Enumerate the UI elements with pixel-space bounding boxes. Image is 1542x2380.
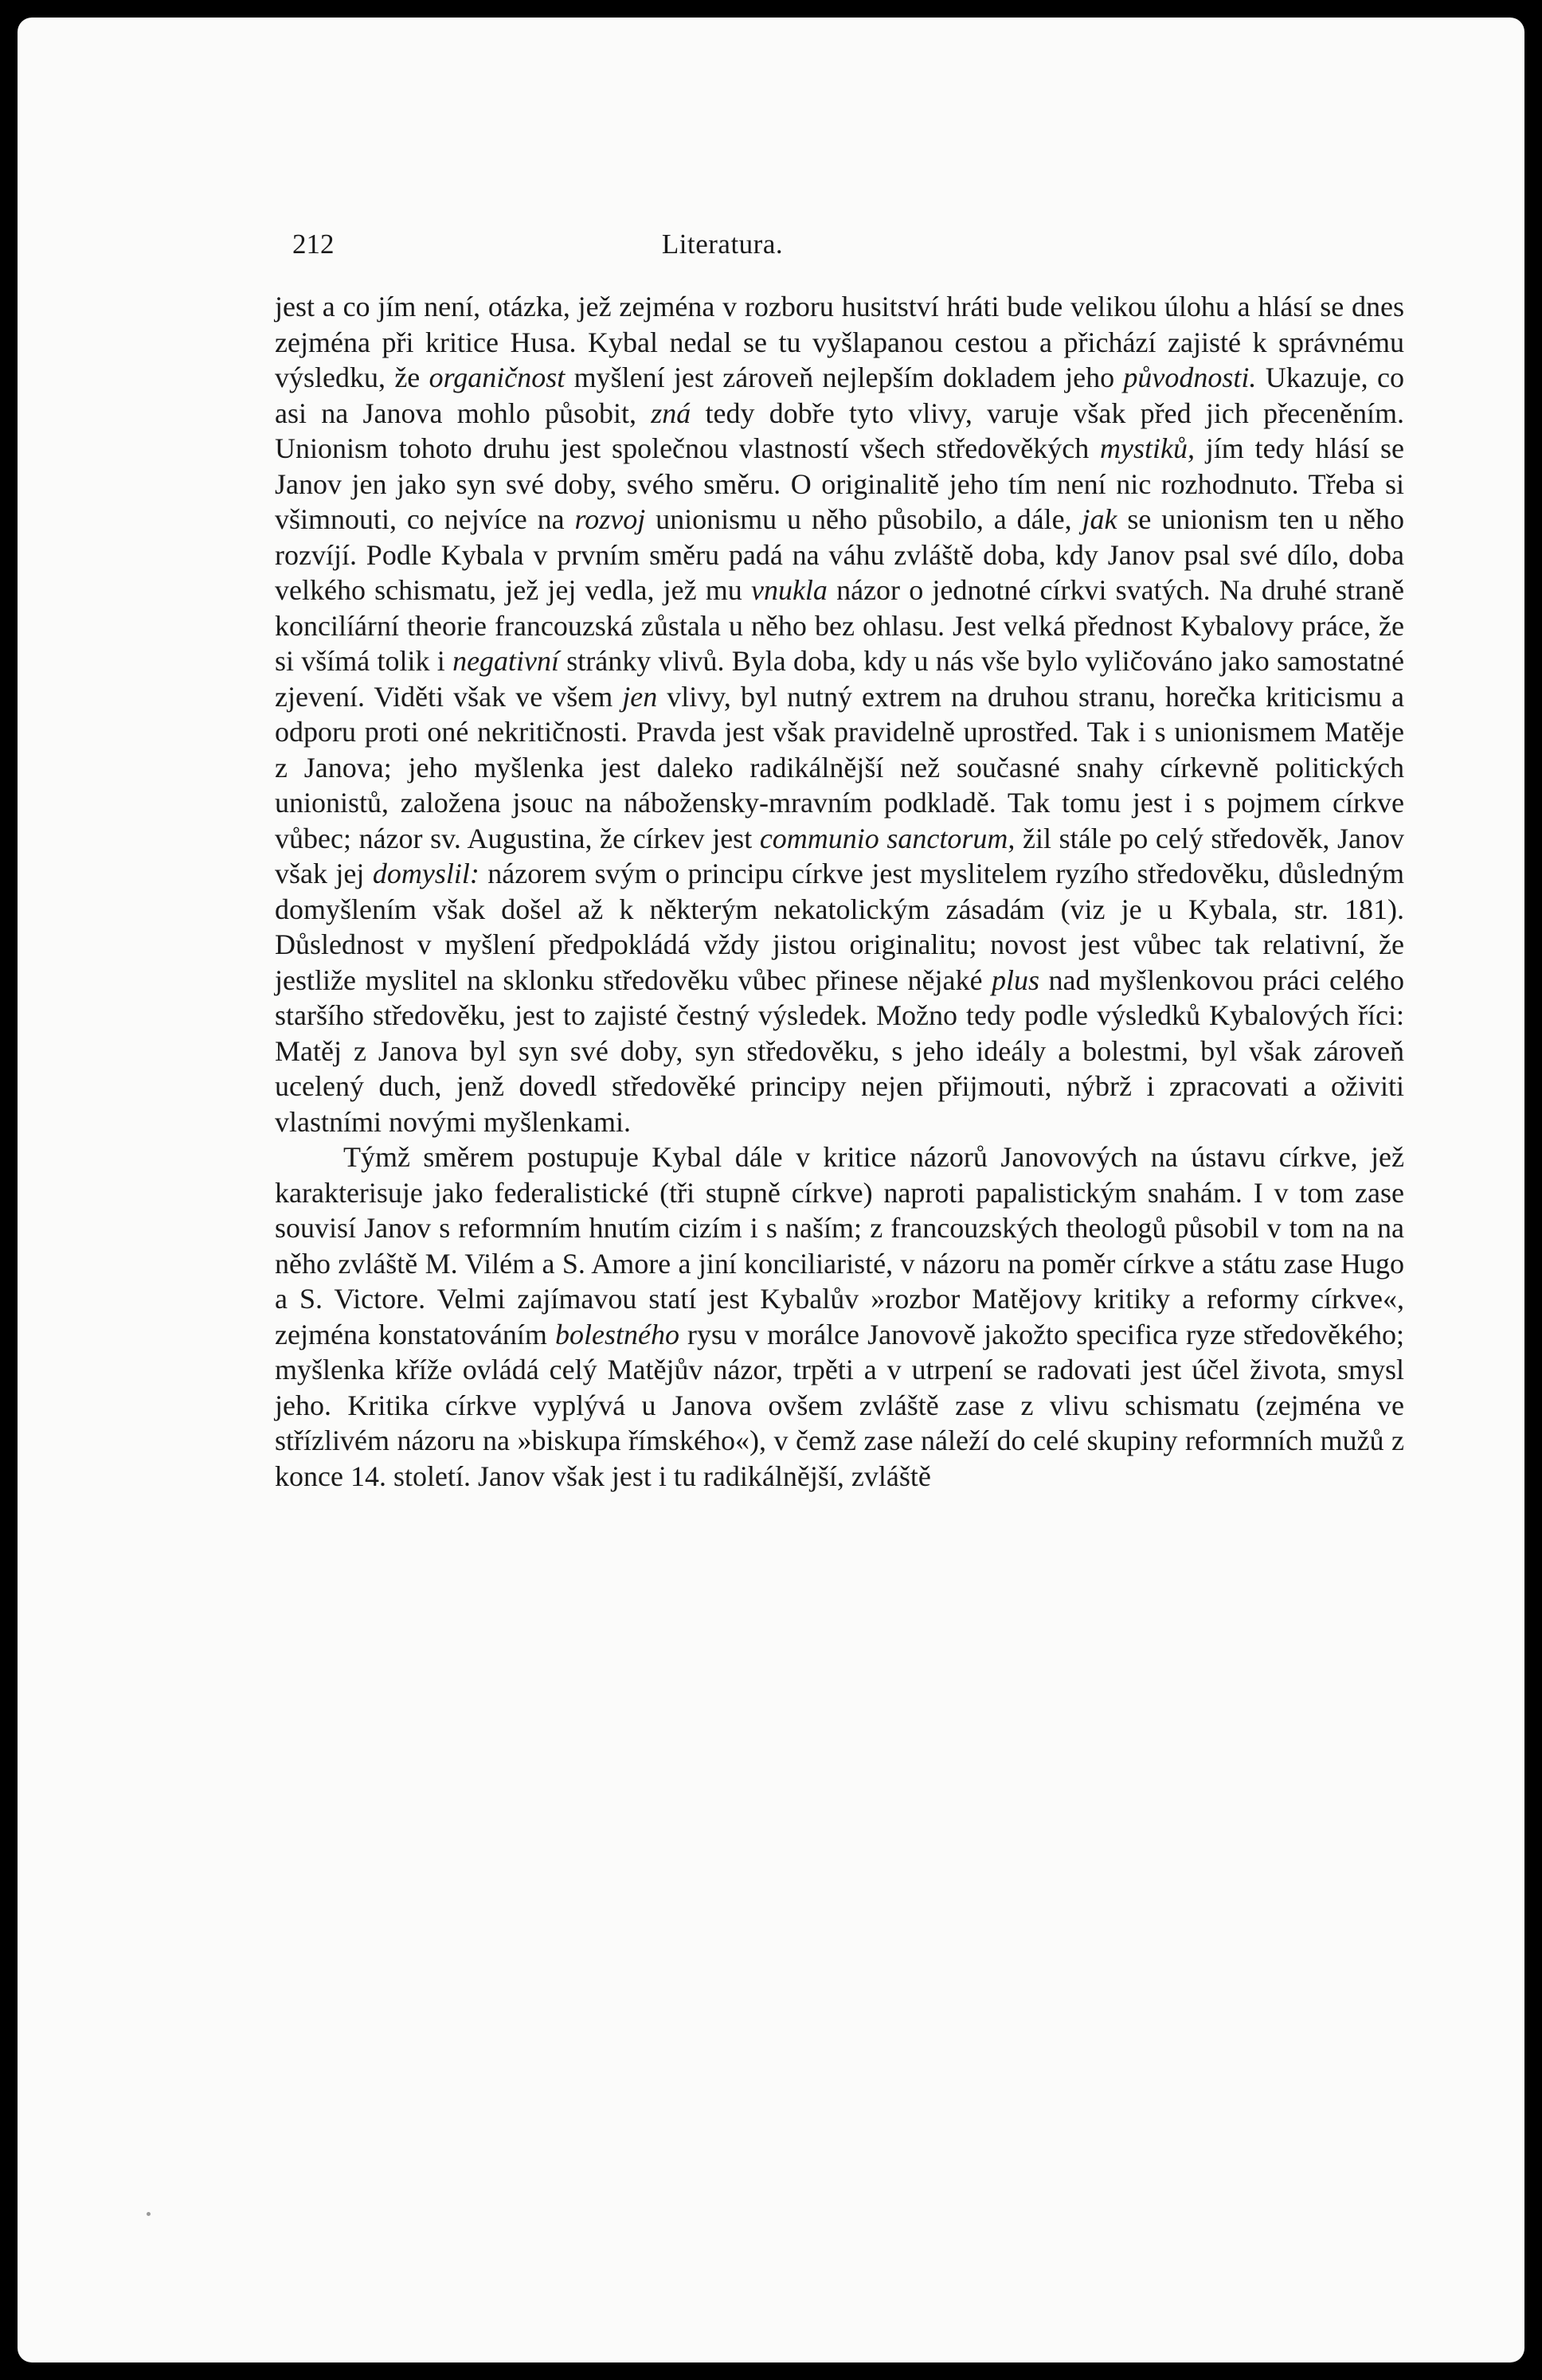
italic-term: plus (992, 963, 1040, 996)
italic-term: communio sanctorum, (759, 822, 1016, 854)
italic-term: původnosti. (1123, 361, 1257, 393)
italic-term: organičnost (429, 361, 566, 393)
italic-term: bolestného (554, 1318, 679, 1350)
text-run: tedy dobře tyto vlivy, varuje však před jich přeceněním. Unionism tohoto druhu jest společnou vlastností všech středověkých (275, 397, 1404, 464)
text-run: unionismu u něho působilo, a dále, (645, 503, 1082, 535)
page-number: 212 (292, 229, 335, 260)
text-run: nad myšlenkovou práci celého staršího středověku, jest to zajisté čestný výsledek. Možno tedy podle výsledků Kybalových říci: Matěj z Janova byl syn své doby, syn středověku, s jeho ideály a bolestmi, byl však zároveň ucelený duch, jenž dovedl středověké principy nejen přijmouti, nýbrž i zpracovati a oživiti vlastními novými myšlenkami. (275, 963, 1404, 1138)
text-run: Týmž směrem postupuje Kybal dále v kritice názorů Janovových na ústavu církve, jež karakterisuje jako federalistické (tři stupně církve) naproti papalistickým snahám. I v tom zase souvisí Janov s reformním hnutím cizím i s naším; z francouzských theologů působil v tom na na něho zvláště M. Vilém a S. Amore a jiní konciliaristé, v názoru na poměr církve a státu zase Hugo a S. Victore. Velmi zajímavou statí jest Kybalův »rozbor Matějovy kritiky a reformy církve«, zejména konstatováním (275, 1141, 1404, 1350)
italic-term: zná (651, 397, 691, 429)
text-run: vlivy, byl nutný extrem na druhou stranu, horečka kriticismu a odporu proti oné nekritičnosti. Pravda jest však pravidelně uprostřed. Tak i s unionismem Matěje z Janova; jeho myšlenka jest daleko radikálnější než současné snahy církevně politických unionistů, založena jsouc na nábožensky-mravním podkladě. Tak tomu jest i s pojmem církve vůbec; názor sv. Augustina, že církev jest (275, 680, 1404, 854)
paragraph-1 (275, 289, 1404, 1139)
text-run: jest a co jím není, otázka, jež zejména v rozboru husitství hráti bude velikou úlohu a hlásí se dnes zejména při kritice Husa. Kybal nedal se tu vyšlapanou cestou a přichází zajisté k správnému výsledku, že (275, 291, 1404, 393)
italic-term: mystiků, (1100, 432, 1195, 464)
running-title: Literatura. (661, 229, 784, 260)
text-run: se unionism ten u něho rozvíjí. Podle Kybala v prvním směru padá na váhu zvláště doba, kdy Janov psal své dílo, doba velkého schismatu, jež jej vedla, jež mu (275, 503, 1404, 606)
page-header (292, 229, 1153, 276)
body-text (275, 289, 1404, 1494)
text-run: Ukazuje, co asi na Janova mohlo působit, (275, 361, 1404, 429)
italic-term: jen (622, 680, 658, 713)
paragraph-2 (275, 1139, 1404, 1494)
italic-term: domyslil: (372, 858, 479, 889)
italic-term: jak (1082, 503, 1117, 535)
italic-term: negativní (452, 645, 560, 677)
text-run: stránky vlivů. Byla doba, kdy u nás vše bylo vyličováno jako samostatné zjevení. Viděti však ve všem (275, 645, 1404, 713)
paper-speck (147, 2212, 151, 2216)
text-run: rysu v morálce Janovově jakožto specifica ryze středověkého; myšlenka kříže ovládá celý Matějův názor, trpěti a v utrpení se radovati jest účel života, smysl jeho. Kritika církve vyplývá u Janova ovšem zvláště zase z vlivu schismatu (zejména ve střízlivém názoru na »biskupa římského«), v čemž zase náleží do celé skupiny reformních mužů z konce 14. století. Janov však jest i tu radikálnější, zvláště (275, 1318, 1404, 1492)
text-run: žil stále po celý středověk, Janov však jej (275, 822, 1404, 889)
text-run: názorem svým o principu církve jest myslitelem ryzího středověku, důsledným domyšlením však došel až k některým nekatolickým zásadám (viz je u Kybala, str. 181). Důslednost v myšlení předpokládá vždy jistou originalitu; novost jest vůbec tak relativní, že jestliže myslitel na sklonku středověku vůbec přinese nějaké (275, 858, 1404, 996)
italic-term: vnukla (750, 574, 828, 606)
text-run: názor o jednotné církvi svatých. Na druhé straně koncilíární theorie francouzská zůstala u něho bez ohlasu. Jest velká přednost Kybalovy práce, že si všímá tolik i (275, 574, 1405, 677)
text-run: jím tedy hlásí se Janov jen jako syn své doby, svého směru. O originalitě jeho tím není nic rozhodnuto. Třeba si všimnouti, co nejvíce na (275, 432, 1404, 535)
text-run: myšlení jest zároveň nejlepším dokladem jeho (565, 361, 1124, 393)
italic-term: rozvoj (574, 503, 646, 535)
